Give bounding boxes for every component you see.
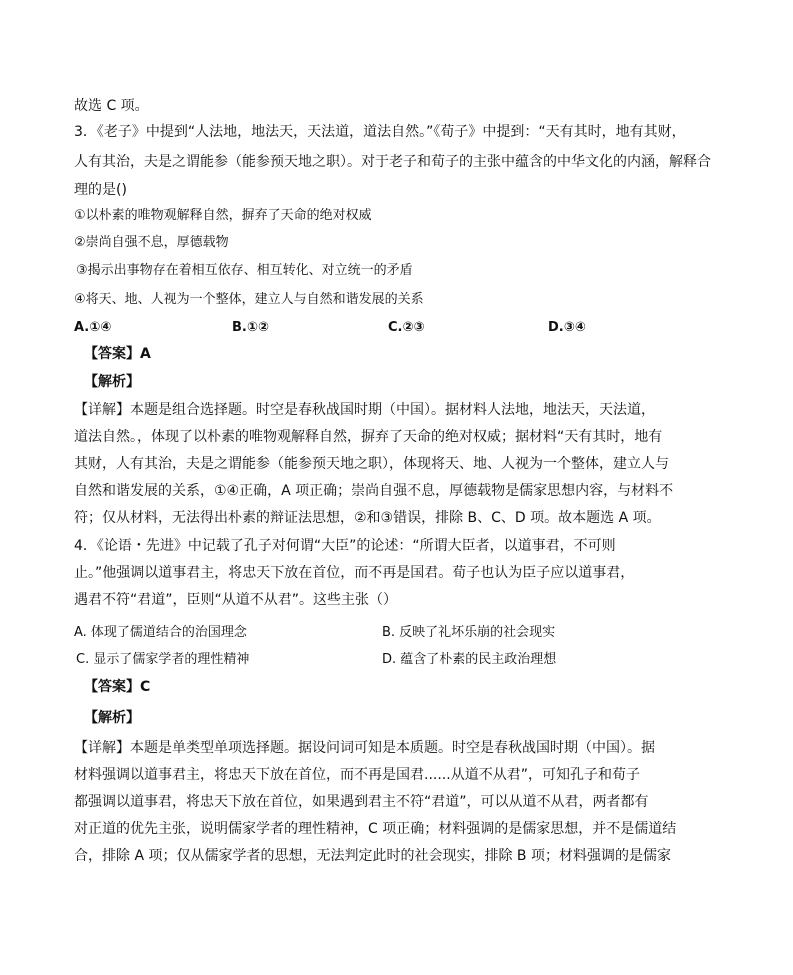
q3-option-b: B.①② xyxy=(232,320,269,335)
q3-answer: 【答案】A xyxy=(84,346,151,362)
conclusion-line: 故选 C 项。 xyxy=(74,98,149,114)
q3-detail-line-1: 【详解】本题是组合选择题。时空是春秋战国时期（中国）。据材料人法地，地法天，天法道， xyxy=(74,402,655,418)
statement-1: ①以朴素的唯物观解释自然，摒弃了天命的绝对权威 xyxy=(74,208,372,223)
q4-detail-line-1: 【详解】本题是单类型单项选择题。据设问词可知是本质题。时空是春秋战国时期（中国）。据 xyxy=(74,740,655,756)
q4-analysis-heading: 【解析】 xyxy=(84,710,140,726)
question-4-stem-line-1: 4．《论语・先进》中记载了孔子对何谓“大臣”的论述：“所谓大臣者，以道事君，不可则 xyxy=(74,538,616,554)
q3-option-d: D.③④ xyxy=(548,320,586,335)
question-4-stem-line-3: 遇君不符“君道”，臣则“从道不从君”。这些主张（） xyxy=(74,592,398,608)
q3-detail-line-3: 其财，人有其治，夫是之谓能参（能参预天地之职），体现将天、地、人视为一个整体，建立人与 xyxy=(74,456,669,472)
q4-option-a: A. 体现了儒道结合的治国理念 xyxy=(74,625,247,640)
question-3-stem-line-3: 理的是() xyxy=(74,182,127,198)
q3-detail-line-5: 符；仅从材料，无法得出朴素的辩证法思想，②和③错误，排除 B、C、D 项。故本题选 A 项。 xyxy=(74,510,661,526)
q3-detail-line-2: 道法自然。，体现了以朴素的唯物观解释自然，摒弃了天命的绝对权威；据材料“天有其时，地有 xyxy=(74,429,663,445)
question-3-stem-line-1: 3．《老子》中提到“人法地，地法天，天法道，道法自然。”《荀子》中提到：“天有其时，地有其财， xyxy=(74,124,686,140)
q3-option-c: C.②③ xyxy=(388,320,425,335)
q4-detail-line-4: 对正道的优先主张，说明儒家学者的理性精神，C 项正确；材料强调的是儒家思想，并不是儒道结 xyxy=(74,821,677,837)
statement-2: ②崇尚自强不息，厚德载物 xyxy=(74,235,229,250)
q3-option-a: A.①④ xyxy=(74,320,112,335)
q4-option-c: C. 显示了儒家学者的理性精神 xyxy=(76,652,250,667)
question-3-stem-line-2: 人有其治，夫是之谓能参（能参预天地之职）。对于老子和荀子的主张中蕴含的中华文化的内涵，解释合 xyxy=(74,154,711,170)
q4-detail-line-3: 都强调以道事君，将忠天下放在首位，如果遇到君主不符“君道”，可以从道不从君，两者都有 xyxy=(74,794,649,810)
q4-detail-line-2: 材料强调以道事君主，将忠天下放在首位，而不再是国君......从道不从君”，可知孔子和荀子 xyxy=(74,767,640,783)
question-4-stem-line-2: 止。”他强调以道事君主，将忠天下放在首位，而不再是国君。荀子也认为臣子应以道事君， xyxy=(74,565,635,581)
q4-option-b: B. 反映了礼坏乐崩的社会现实 xyxy=(382,625,556,640)
statement-4: ④将天、地、人视为一个整体，建立人与自然和谐发展的关系 xyxy=(74,292,424,307)
q4-option-d: D. 蕴含了朴素的民主政治理想 xyxy=(382,652,557,667)
q4-answer: 【答案】C xyxy=(84,679,151,695)
q3-detail-line-4: 自然和谐发展的关系，①④正确，A 项正确；崇尚自强不息，厚德载物是儒家思想内容，与材料不 xyxy=(74,483,674,499)
q4-detail-line-5: 合，排除 A 项；仅从儒家学者的思想，无法判定此时的社会现实，排除 B 项；材料强调的是儒家 xyxy=(74,848,671,864)
q3-analysis-heading: 【解析】 xyxy=(84,374,140,390)
statement-3: ③揭示出事物存在着相互依存、相互转化、对立统一的矛盾 xyxy=(76,263,413,278)
